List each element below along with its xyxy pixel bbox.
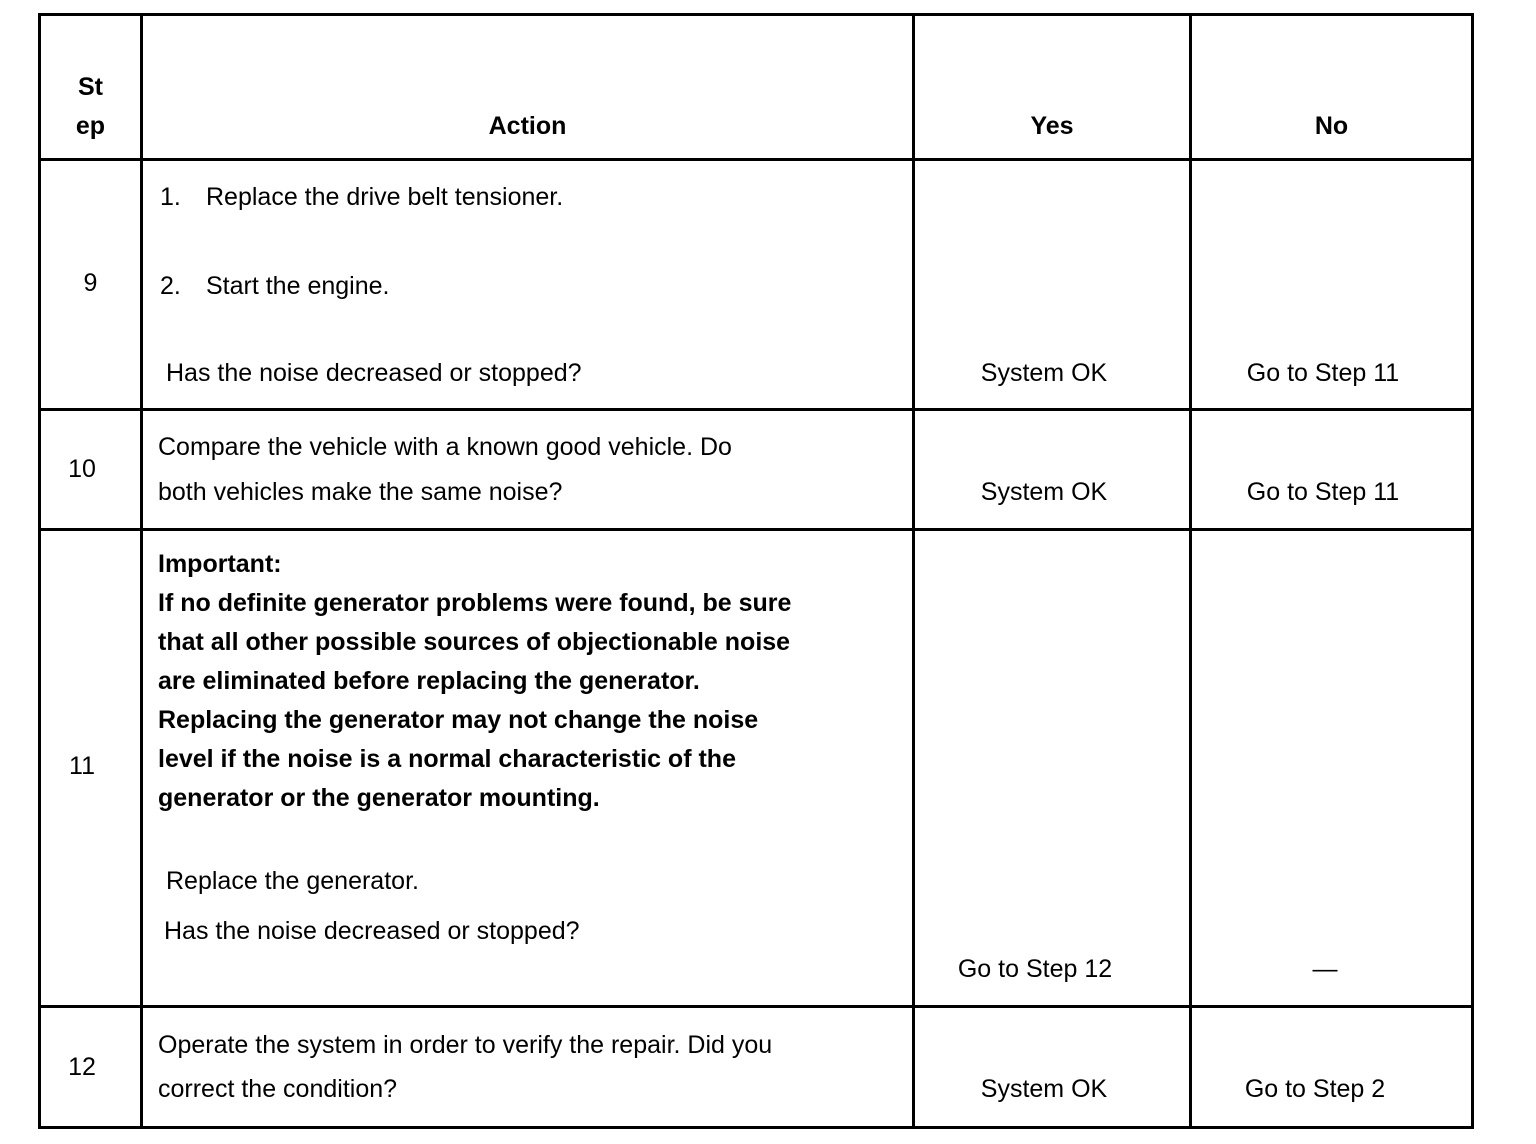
important-line: that all other possible sources of objectionable noise [158, 628, 791, 656]
yes-result-12: System OK [980, 1075, 1108, 1103]
row-divider-9 [38, 408, 1474, 411]
no-result-12: Go to Step 2 [1244, 1075, 1386, 1103]
header-yes: Yes [1030, 112, 1074, 140]
important-label: Important: [158, 550, 282, 578]
yes-result-10: System OK [980, 478, 1108, 506]
action-item-1-text: Replace the drive belt tensioner. [206, 183, 564, 211]
action-question: Has the noise decreased or stopped? [166, 359, 582, 387]
important-line: generator or the generator mounting. [158, 784, 600, 812]
action-item-2-text: Start the engine. [206, 272, 390, 300]
header-step-line1: St [78, 73, 103, 101]
no-result-9: Go to Step 11 [1246, 359, 1400, 387]
table-border-top [38, 13, 1474, 16]
header-step-line2: ep [75, 112, 106, 140]
table-border-right [1471, 13, 1474, 1129]
table-border-bottom [38, 1126, 1474, 1129]
action-line-2: correct the condition? [158, 1075, 398, 1103]
action-instruction: Replace the generator. [166, 867, 419, 895]
row-divider-10 [38, 528, 1474, 531]
action-line-1: Operate the system in order to verify the repair. Did you [158, 1031, 773, 1059]
action-line-1: Compare the vehicle with a known good vehicle. Do [158, 433, 732, 461]
important-line: level if the noise is a normal characteristic of the [158, 745, 736, 773]
step-number-12: 12 [68, 1053, 96, 1081]
yes-result-9: System OK [980, 359, 1108, 387]
action-question: Has the noise decreased or stopped? [164, 917, 580, 945]
step-number-9: 9 [83, 269, 98, 297]
action-line-2: both vehicles make the same noise? [158, 478, 563, 506]
table-border-left [38, 13, 41, 1129]
row-divider-11 [38, 1005, 1474, 1008]
column-divider-step [140, 13, 143, 1129]
action-item-1-number: 1. [160, 183, 181, 211]
no-result-11: — [1312, 955, 1338, 983]
important-line: Replacing the generator may not change the noise [158, 706, 759, 734]
step-number-10: 10 [68, 455, 96, 483]
step-number-11: 11 [69, 752, 95, 780]
important-line: If no definite generator problems were found, be sure [158, 589, 792, 617]
action-item-2-number: 2. [160, 272, 181, 300]
important-line: are eliminated before replacing the generator. [158, 667, 700, 695]
header-no: No [1314, 112, 1349, 140]
diagnostic-table [38, 13, 1474, 1129]
header-action: Action [488, 112, 567, 140]
no-result-10: Go to Step 11 [1246, 478, 1400, 506]
yes-result-11: Go to Step 12 [957, 955, 1113, 983]
row-divider-header [38, 158, 1474, 161]
